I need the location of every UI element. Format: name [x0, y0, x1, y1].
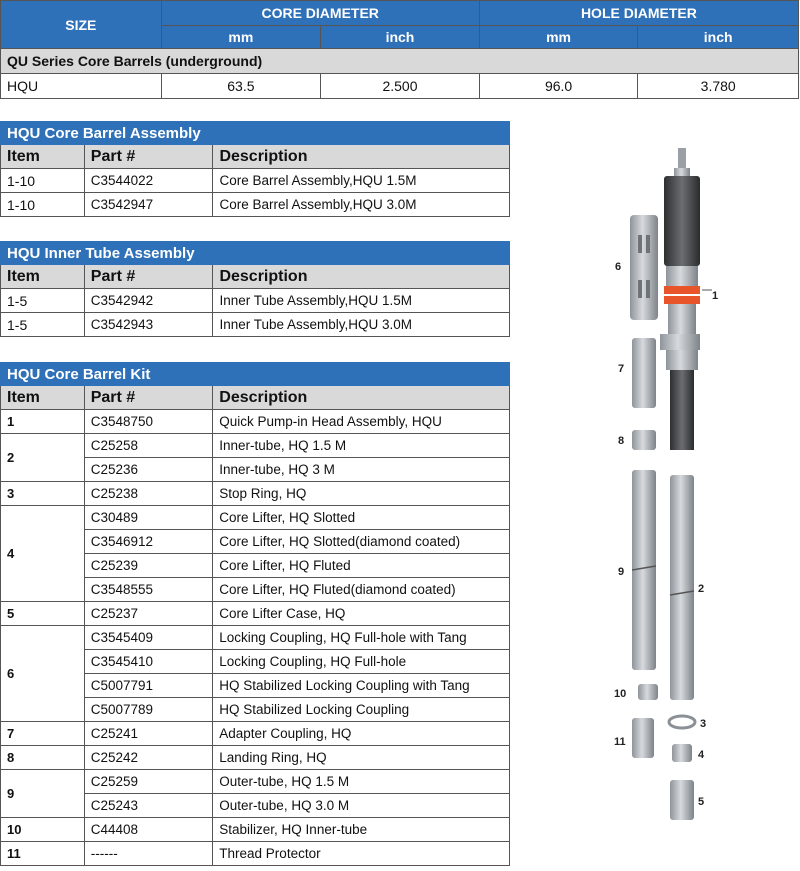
part-cell: C5007789	[84, 698, 213, 722]
description-cell: Locking Coupling, HQ Full-hole with Tang	[213, 626, 510, 650]
table-title: HQU Inner Tube Assembly	[1, 242, 510, 265]
description-cell: Core Lifter, HQ Fluted(diamond coated)	[213, 578, 510, 602]
description-cell: Outer-tube, HQ 3.0 M	[213, 794, 510, 818]
item-cell: 1-10	[1, 169, 85, 193]
core-barrel-kit-table	[0, 362, 510, 866]
callout-8: 8	[618, 435, 625, 447]
table-row	[1, 842, 510, 866]
description-cell: Landing Ring, HQ	[213, 746, 510, 770]
description-cell: Thread Protector	[213, 842, 510, 866]
hole-mm-value: 96.0	[479, 74, 638, 99]
description-cell: Core Barrel Assembly,HQU 1.5M	[213, 169, 510, 193]
landing-ring-part	[632, 430, 656, 450]
item-cell: 1-5	[1, 289, 85, 313]
part-cell: C25243	[84, 794, 213, 818]
table-row	[1, 722, 510, 746]
table-title: HQU Core Barrel Kit	[1, 363, 510, 386]
part-cell: C3545409	[84, 626, 213, 650]
item-header: Item	[1, 265, 85, 289]
table-row	[1, 770, 510, 794]
part-cell: C3546912	[84, 530, 213, 554]
description-cell: Quick Pump-in Head Assembly, HQU	[213, 410, 510, 434]
table-row	[1, 193, 510, 217]
item-cell: 3	[1, 482, 85, 506]
part-cell: C25237	[84, 602, 213, 626]
part-cell: C3548555	[84, 578, 213, 602]
table-row	[1, 506, 510, 530]
table-row	[1, 289, 510, 313]
size-spec-table	[0, 0, 799, 99]
table-row	[1, 410, 510, 434]
core-inch-header: inch	[321, 26, 480, 49]
part-cell: C3548750	[84, 410, 213, 434]
description-cell: Stabilizer, HQ Inner-tube	[213, 818, 510, 842]
table-row	[1, 746, 510, 770]
part-cell: C25239	[84, 554, 213, 578]
part-cell: C30489	[84, 506, 213, 530]
description-cell: Inner-tube, HQ 1.5 M	[213, 434, 510, 458]
part-header: Part #	[84, 145, 213, 169]
part-header: Part #	[84, 265, 213, 289]
part-cell: C25236	[84, 458, 213, 482]
description-cell: Outer-tube, HQ 1.5 M	[213, 770, 510, 794]
hole-diameter-header: HOLE DIAMETER	[479, 1, 798, 26]
series-label: QU Series Core Barrels (underground)	[1, 49, 799, 74]
hole-inch-header: inch	[638, 26, 799, 49]
head-assembly-part	[660, 148, 700, 450]
table-row	[1, 169, 510, 193]
core-mm-value: 63.5	[161, 74, 321, 99]
part-cell: C25241	[84, 722, 213, 746]
table-row	[1, 626, 510, 650]
core-mm-header: mm	[161, 26, 321, 49]
locking-coupling-part	[630, 215, 658, 320]
item-cell: 1-10	[1, 193, 85, 217]
description-cell: Core Lifter, HQ Fluted	[213, 554, 510, 578]
item-cell: 10	[1, 818, 85, 842]
description-cell: Core Lifter Case, HQ	[213, 602, 510, 626]
item-cell: 8	[1, 746, 85, 770]
part-cell: C25242	[84, 746, 213, 770]
description-cell: Inner Tube Assembly,HQU 1.5M	[213, 289, 510, 313]
description-header: Description	[213, 145, 510, 169]
core-barrel-assembly-table	[0, 121, 510, 217]
outer-tube-part	[632, 470, 656, 670]
item-cell: 6	[1, 626, 85, 722]
description-header: Description	[213, 386, 510, 410]
description-cell: Core Lifter, HQ Slotted(diamond coated)	[213, 530, 510, 554]
description-cell: Inner-tube, HQ 3 M	[213, 458, 510, 482]
table-title: HQU Core Barrel Assembly	[1, 122, 510, 145]
core-inch-value: 2.500	[321, 74, 480, 99]
callout-4: 4	[698, 749, 705, 761]
item-header: Item	[1, 145, 85, 169]
callout-7: 7	[618, 363, 625, 375]
item-cell: 1	[1, 410, 85, 434]
description-cell: Core Barrel Assembly,HQU 3.0M	[213, 193, 510, 217]
callout-5: 5	[698, 796, 705, 808]
core-barrel-exploded-view	[600, 140, 800, 840]
hole-inch-value: 3.780	[638, 74, 799, 99]
stop-ring-part	[669, 716, 695, 728]
core-lifter-part	[672, 744, 692, 762]
inner-tube-assembly-table	[0, 241, 510, 337]
part-cell: C25259	[84, 770, 213, 794]
item-cell: 1-5	[1, 313, 85, 337]
callout-6: 6	[615, 261, 622, 273]
table-row	[1, 313, 510, 337]
description-header: Description	[213, 265, 510, 289]
part-cell: ------	[84, 842, 213, 866]
part-cell: C25238	[84, 482, 213, 506]
callout-1: 1	[712, 290, 719, 302]
description-cell: Core Lifter, HQ Slotted	[213, 506, 510, 530]
callout-9: 9	[618, 566, 625, 578]
callout-10: 10	[614, 688, 627, 700]
table-row	[1, 602, 510, 626]
part-cell: C3542947	[84, 193, 213, 217]
callout-11: 11	[614, 736, 626, 748]
item-cell: 11	[1, 842, 85, 866]
item-cell: 9	[1, 770, 85, 818]
part-cell: C25258	[84, 434, 213, 458]
description-cell: HQ Stabilized Locking Coupling with Tang	[213, 674, 510, 698]
description-cell: HQ Stabilized Locking Coupling	[213, 698, 510, 722]
callout-2: 2	[698, 583, 705, 595]
part-cell: C3542942	[84, 289, 213, 313]
callout-3: 3	[700, 718, 707, 730]
item-header: Item	[1, 386, 85, 410]
core-diameter-header: CORE DIAMETER	[161, 1, 479, 26]
adapter-coupling-part	[632, 338, 656, 408]
part-cell: C3545410	[84, 650, 213, 674]
stabilizer-part	[638, 684, 658, 700]
hole-mm-header: mm	[479, 26, 638, 49]
inner-tube-part	[670, 475, 694, 700]
description-cell: Adapter Coupling, HQ	[213, 722, 510, 746]
table-row	[1, 434, 510, 458]
table-row	[1, 482, 510, 506]
size-header: SIZE	[1, 1, 162, 49]
core-lifter-case-part	[670, 780, 694, 820]
description-cell: Stop Ring, HQ	[213, 482, 510, 506]
part-cell: C5007791	[84, 674, 213, 698]
item-cell: 5	[1, 602, 85, 626]
item-cell: 4	[1, 506, 85, 602]
item-cell: 7	[1, 722, 85, 746]
part-cell: C44408	[84, 818, 213, 842]
thread-protector-part	[632, 718, 654, 758]
part-cell: C3542943	[84, 313, 213, 337]
table-row	[1, 818, 510, 842]
description-cell: Inner Tube Assembly,HQU 3.0M	[213, 313, 510, 337]
part-cell: C3544022	[84, 169, 213, 193]
item-cell: 2	[1, 434, 85, 482]
description-cell: Locking Coupling, HQ Full-hole	[213, 650, 510, 674]
size-value: HQU	[1, 74, 162, 99]
part-header: Part #	[84, 386, 213, 410]
